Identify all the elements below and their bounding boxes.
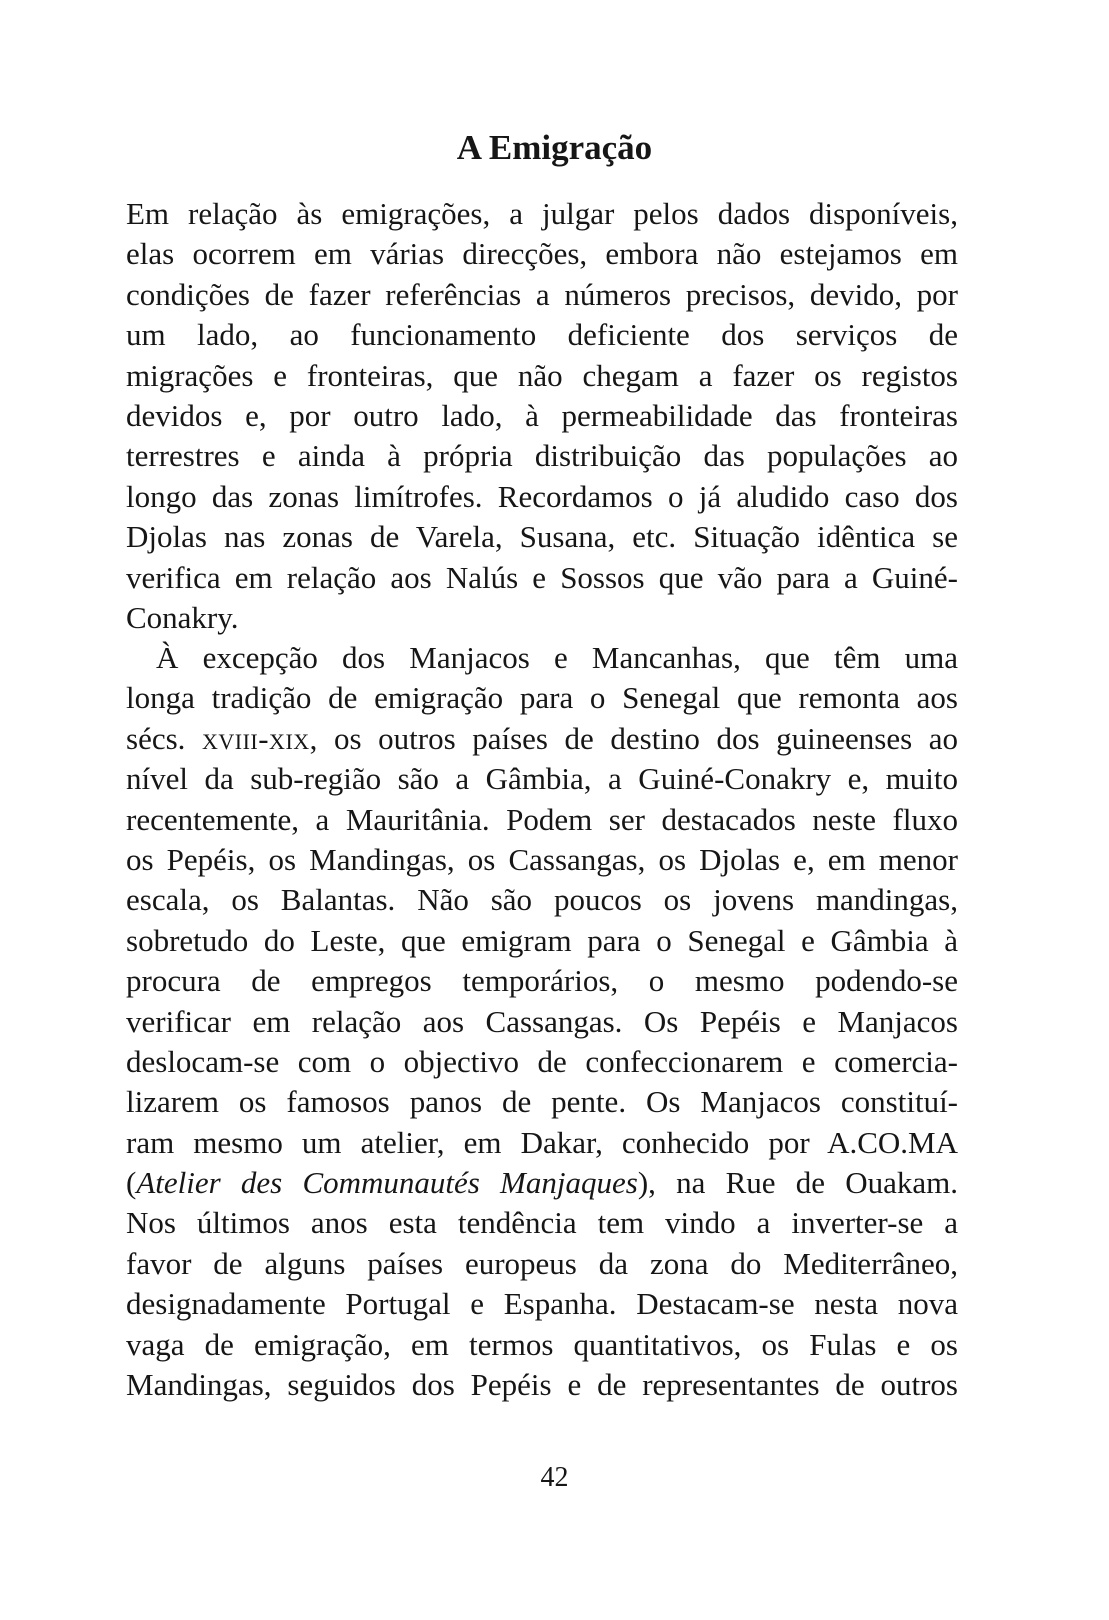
text-line: os Pepéis, os Mandingas, os Cassangas, os Djolas e, em menor [126, 841, 958, 877]
text-line: condições de fazer referências a números precisos, devido, por [126, 276, 958, 312]
text-line [126, 719, 958, 759]
text-line: recentemente, a Mauritânia. Podem ser destacados neste fluxo [126, 801, 958, 837]
text-line: devidos e, por outro lado, à permeabilidade das fronteiras [126, 397, 958, 433]
century-range: xviii-xix [201, 720, 310, 756]
text-line: escala, os Balantas. Não são poucos os jovens mandingas, [126, 882, 958, 918]
paragraph-1 [126, 194, 958, 638]
text-line: designadamente Portugal e Espanha. Destacam-se nesta nova [126, 1286, 958, 1322]
text-fragment: , os outros países de destino dos guineenses ao [309, 720, 958, 756]
text-line: deslocam-se com o objectivo de confeccionarem e comercia- [126, 1043, 958, 1079]
text-line: um lado, ao funcionamento deficiente dos serviços de [126, 317, 958, 353]
text-line [126, 1163, 958, 1203]
acronym: A.CO.MA [827, 1124, 958, 1160]
italic-name: Atelier des Communautés Manjaques [136, 1165, 638, 1201]
text-line: elas ocorrem em várias direcções, embora não estejamos em [126, 236, 958, 272]
text-line: Djolas nas zonas de Varela, Susana, etc. Situação idêntica se [126, 519, 958, 555]
text-line: longa tradição de emigração para o Senegal que remonta aos [126, 680, 958, 716]
text-line: procura de empregos temporários, o mesmo podendo-se [126, 963, 958, 999]
text-fragment: ), na Rue de Ouakam. [637, 1165, 959, 1201]
text-line: vaga de emigração, em termos quantitativos, os Fulas e os [126, 1326, 958, 1362]
page-number: 42 [540, 1462, 569, 1493]
text-line: lizarem os famosos panos de pente. Os Manjacos constituí- [126, 1084, 958, 1120]
text-line: sobretudo do Leste, que emigram para o Senegal e Gâmbia à [126, 922, 958, 958]
paragraph-2 [126, 638, 958, 1405]
text-line: Mandingas, seguidos dos Pepéis e de representantes de outros [126, 1367, 958, 1403]
section-title: A Emigração [456, 128, 653, 167]
text-line: Nos últimos anos esta tendência tem vindo a inverter-se a [126, 1205, 958, 1241]
text-line: nível da sub-região são a Gâmbia, a Guiné-Conakry e, muito [126, 761, 958, 797]
text-line: terrestres e ainda à própria distribuição das populações ao [126, 438, 958, 474]
text-fragment: ( [126, 1165, 137, 1201]
text-line: À excepção dos Manjacos e Mancanhas, que têm uma [156, 640, 958, 675]
text-line: verifica em relação aos Nalús e Sossos que vão para a Guiné- [126, 559, 958, 595]
text-line: Em relação às emigrações, a julgar pelos dados disponíveis, [126, 196, 958, 231]
text-line: longo das zonas limítrofes. Recordamos o já aludido caso dos [126, 478, 958, 514]
text-line: Conakry. [126, 599, 239, 635]
text-line: verificar em relação aos Cassangas. Os Pepéis e Manjacos [126, 1003, 958, 1039]
text-fragment: sécs. [126, 720, 202, 756]
text-fragment: ram mesmo um atelier, em Dakar, conhecido por [126, 1124, 828, 1160]
text-line: favor de alguns países europeus da zona do Mediterrâneo, [126, 1245, 958, 1281]
text-line: migrações e fronteiras, que não chegam a fazer os registos [126, 357, 958, 393]
text-line [126, 1123, 958, 1163]
